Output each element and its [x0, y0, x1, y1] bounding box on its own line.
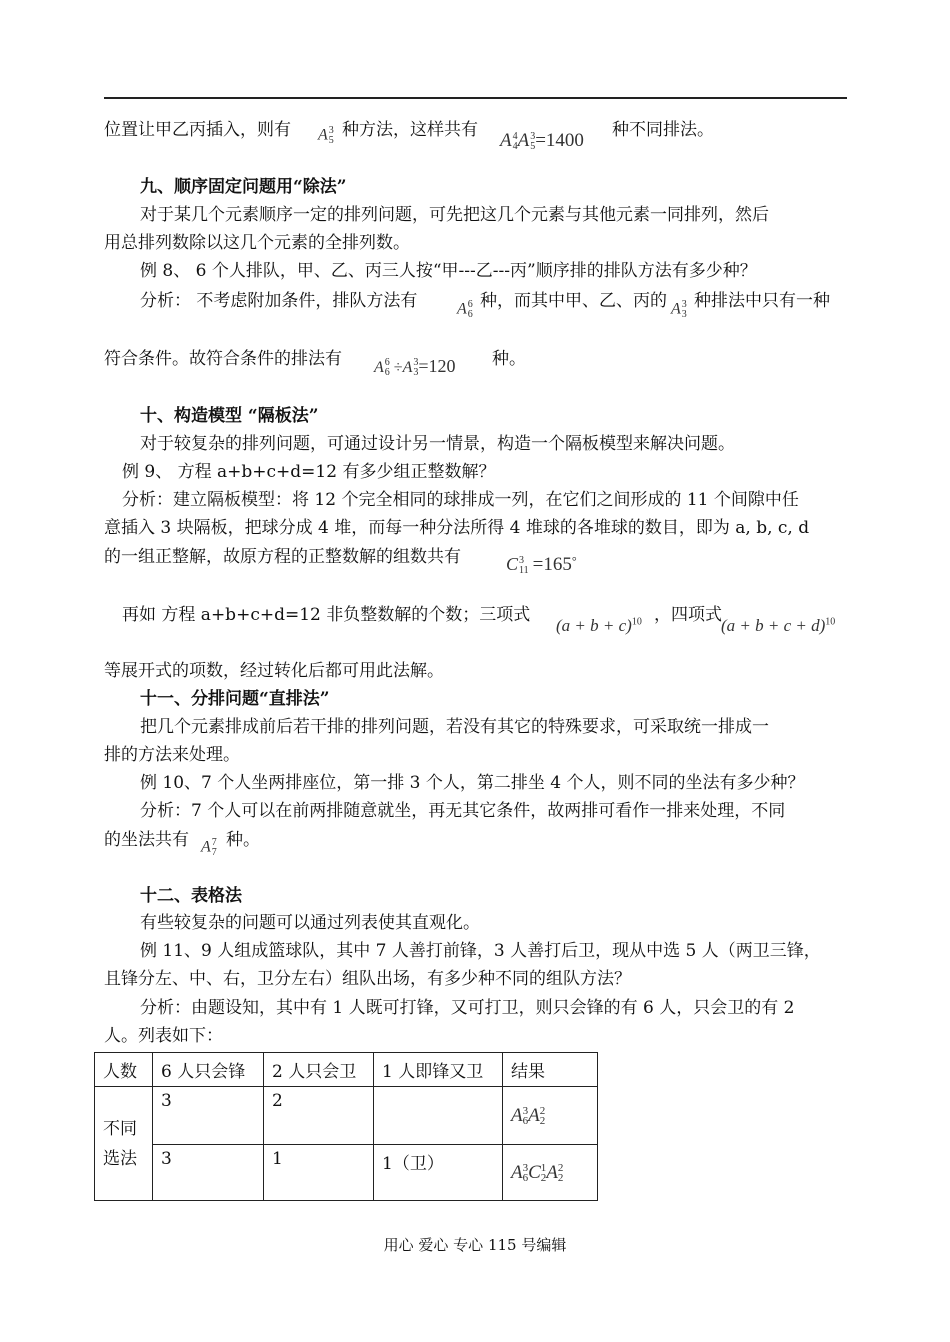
page-footer: 用心 爱心 专心 115 号编辑 [383, 1236, 567, 1254]
paragraph-line: 有些较复杂的问题可以通过列表使其直观化。 [140, 913, 480, 933]
formula-a66-div-a33: A6 6 ÷A3 3=120 [374, 356, 456, 379]
analysis-line: 分析：7 个人可以在前两排随意就坐，再无其它条件，故两排可看作一排来处理，不同 [140, 801, 786, 821]
text-line: 位置让甲乙丙插入，则有 [104, 120, 291, 140]
table-cell: 1（卫） [382, 1154, 444, 1174]
selection-table [94, 1052, 598, 1201]
table-header-cell: 人数 [103, 1062, 137, 1082]
table-row [95, 1087, 598, 1145]
analysis-line: 种排法中只有一种 [694, 291, 830, 311]
paragraph-line: 把几个元素排成前后若干排的排列问题，若没有其它的特殊要求，可采取统一排成一 [140, 717, 769, 737]
paragraph-line: ，四项式 [654, 605, 722, 625]
analysis-line: 符合条件。故符合条件的排法有 [104, 349, 342, 369]
result-formula: A3 6C1 2A2 2 [511, 1161, 564, 1185]
paragraph-line: 对于较复杂的排列问题，可通过设计另一情景，构造一个隔板模型来解决问题。 [140, 434, 735, 454]
section-heading: 十二、表格法 [140, 886, 242, 906]
table-cell: 1 [272, 1149, 283, 1169]
formula-a66: A6 6 [457, 299, 473, 320]
formula-a33: A3 3 [671, 299, 687, 320]
example-line: 例 11、9 人组成篮球队，其中 7 人善打前锋，3 人善打后卫，现从中选 5 人（两卫三锋， [140, 941, 821, 961]
section-heading: 九、顺序固定问题用“除法” [140, 177, 347, 197]
formula-c113: C3 11 =165° [506, 554, 577, 577]
table-header-cell: 6 人只会锋 [161, 1062, 246, 1082]
table-cell: 3 [161, 1149, 172, 1169]
example-line: 例 10、7 个人坐两排座位，第一排 3 个人，第二排坐 4 个人，则不同的坐法有多少种？ [140, 773, 805, 793]
row-label: 不同选法 [103, 1118, 137, 1169]
table-header-cell: 2 人只会卫 [272, 1062, 357, 1082]
section-heading: 十一、分排问题“直排法” [140, 689, 330, 709]
analysis-line: 种。 [226, 830, 260, 850]
table-header-cell: 结果 [511, 1062, 545, 1082]
result-formula: A3 6A2 2 [511, 1104, 546, 1128]
analysis-line: 分析：由题设知，其中有 1 人既可打锋，又可打卫，则只会锋的有 6 人，只会卫的有 2 [140, 998, 795, 1018]
paragraph-line: 排的方法来处理。 [104, 745, 240, 765]
example-line: 且锋分左、中、右，卫分左右）组队出场，有多少种不同的组队方法？ [104, 969, 631, 989]
paragraph-line: 用总排列数除以这几个元素的全排列数。 [104, 233, 410, 253]
analysis-line: 分析： 不考虑附加条件，排队方法有 [140, 291, 418, 311]
table-cell [374, 1087, 502, 1095]
analysis-line: 人。列表如下： [104, 1026, 223, 1046]
example-line: 例 9、 方程 a+b+c+d=12 有多少组正整数解？ [122, 462, 496, 482]
text-line: 种方法，这样共有 [342, 120, 478, 140]
formula-quadrinomial: $(a + b + c + d)^{10}$ [721, 616, 836, 635]
analysis-line: 种。 [492, 349, 526, 369]
paragraph-line: 对于某几个元素顺序一定的排列问题，可先把这几个元素与其他元素一同排列，然后 [140, 205, 769, 225]
example-line: 例 8、 6 个人排队，甲、乙、丙三人按“甲---乙---丙”顺序排的排队方法有多少种？ [140, 261, 757, 281]
table-header-row [95, 1053, 598, 1087]
analysis-line: 意插入 3 块隔板，把球分成 4 堆，而每一种分法所得 4 堆球的各堆球的数目，即为 a, b, c, d [104, 518, 810, 538]
formula-trinomial: $(a + b + c)^{10}$ [556, 616, 642, 635]
table-header-cell: 1 人即锋又卫 [382, 1062, 484, 1082]
section-heading: 十、构造模型 “隔板法” [140, 406, 319, 426]
table-cell: 2 [272, 1091, 283, 1111]
paragraph-line: 等展开式的项数，经过转化后都可用此法解。 [104, 661, 444, 681]
formula-a44a53: A4 4A3 5=1400 [500, 130, 584, 153]
table-row [95, 1145, 598, 1201]
table-cell: 3 [161, 1091, 172, 1111]
analysis-line: 种，而其中甲、乙、丙的 [480, 291, 667, 311]
formula-a77: A7 7 [201, 837, 217, 858]
header-rule [104, 97, 847, 99]
paragraph-line: 再如 方程 a+b+c+d=12 非负整数解的个数；三项式 [122, 605, 531, 625]
analysis-line: 的坐法共有 [104, 830, 189, 850]
analysis-line: 的一组正整解，故原方程的正整数解的组数共有 [104, 547, 461, 567]
formula-a53: A3 5 [318, 125, 334, 146]
analysis-line: 分析：建立隔板模型：将 12 个完全相同的球排成一列，在它们之间形成的 11 个间隙中任 [122, 490, 799, 510]
text-line: 种不同排法。 [612, 120, 714, 140]
